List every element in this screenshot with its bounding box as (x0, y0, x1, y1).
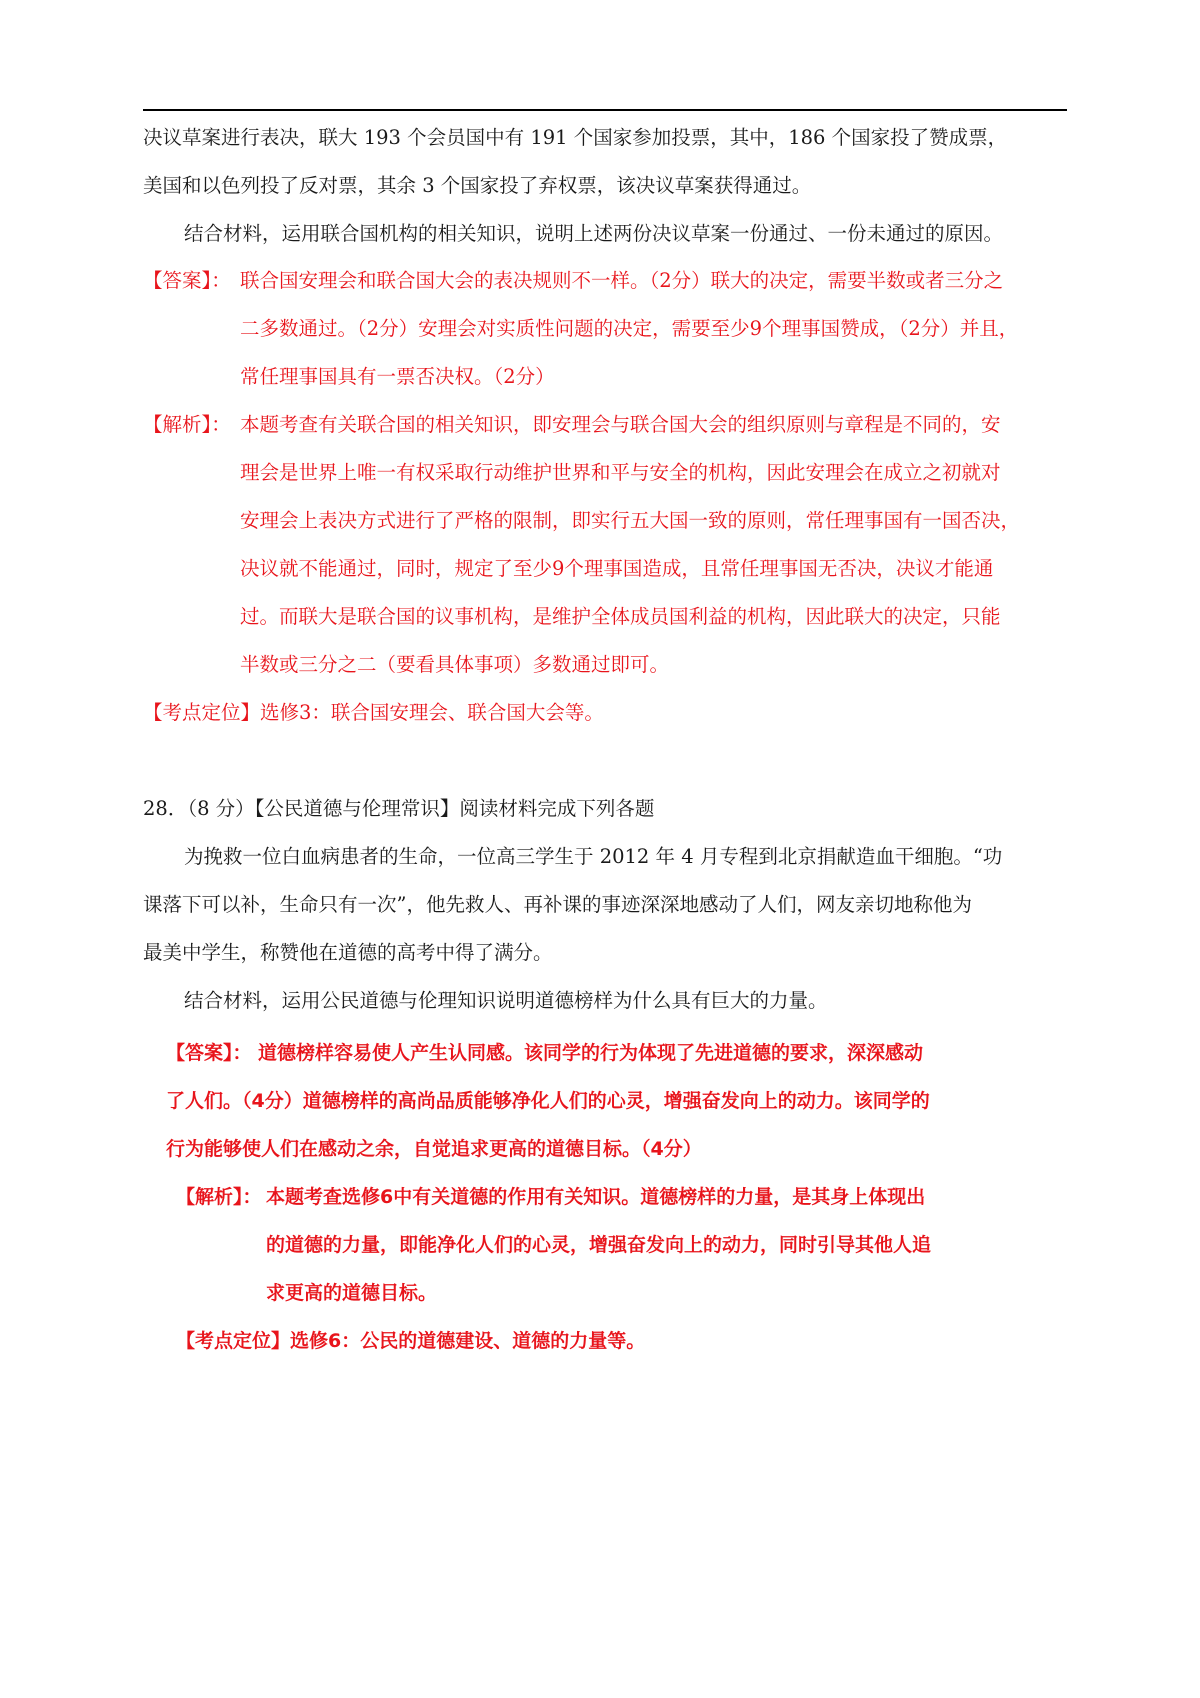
material-line: 为挽救一位白血病患者的生命，一位高三学生于 2012 年 4 月专程到北京捐献造血干细胞。“功 (184, 845, 1003, 868)
kaodian-line: 【考点定位】选修3：联合国安理会、联合国大会等。 (143, 701, 604, 724)
material-line-2: 美国和以色列投了反对票，其余 3 个国家投了弃权票，该决议草案获得通过。 (143, 174, 812, 197)
answer-line: 联合国安理会和联合国大会的表决规则不一样。（2分）联大的决定，需要半数或者三分之 (240, 269, 1004, 292)
answer-label: 【答案】： (166, 1042, 252, 1064)
question-28-heading: 28．（8 分）【公民道德与伦理常识】阅读材料完成下列各题 (143, 797, 655, 820)
analysis-line: 过。而联大是联合国的议事机构，是维护全体成员国利益的机构，因此联大的决定，只能 (240, 605, 1001, 628)
answer-line: 了人们。（4分）道德榜样的高尚品质能够净化人们的心灵，增强奋发向上的动力。该同学的 (166, 1090, 930, 1112)
answer-line: 行为能够使人们在感动之余，自觉追求更高的道德目标。（4分） (166, 1138, 702, 1160)
analysis-line: 理会是世界上唯一有权采取行动维护世界和平与安全的机构，因此安理会在成立之初就对 (240, 461, 1001, 484)
answer-line: 常任理事国具有一票否决权。（2分） (240, 365, 555, 388)
analysis-line: 半数或三分之二（要看具体事项）多数通过即可。 (240, 653, 670, 676)
analysis-label: 【解析】： (176, 1186, 262, 1208)
analysis-line: 求更高的道德目标。 (266, 1282, 438, 1304)
material-line-1: 决议草案进行表决，联大 193 个会员国中有 191 个国家参加投票，其中，186 个国家投了赞成票， (143, 126, 1008, 149)
analysis-line: 安理会上表决方式进行了严格的限制，即实行五大国一致的原则，常任理事国有一国否决， (240, 509, 1021, 532)
analysis-line: 决议就不能通过，同时，规定了至少9个理事国造成，且常任理事国无否决，决议才能通 (240, 557, 994, 580)
kaodian-line: 【考点定位】选修6：公民的道德建设、道德的力量等。 (176, 1330, 646, 1352)
analysis-label: 【解析】： (143, 413, 231, 436)
question-27: 结合材料，运用联合国机构的相关知识，说明上述两份决议草案一份通过、一份未通过的原因。 (184, 222, 1004, 245)
analysis-line: 的道德的力量，即能净化人们的心灵，增强奋发向上的动力，同时引导其他人追 (266, 1234, 932, 1256)
question-28: 结合材料，运用公民道德与伦理知识说明道德榜样为什么具有巨大的力量。 (184, 989, 828, 1012)
answer-label: 【答案】： (143, 269, 231, 292)
answer-line: 二多数通过。（2分）安理会对实质性问题的决定，需要至少9个理事国赞成，（2分）并且， (240, 317, 1019, 340)
material-line: 课落下可以补，生命只有一次”，他先救人、再补课的事迹深深地感动了人们，网友亲切地称他为 (143, 893, 972, 916)
analysis-line: 本题考查有关联合国的相关知识，即安理会与联合国大会的组织原则与章程是不同的，安 (240, 413, 1001, 436)
header-rule (143, 109, 1067, 111)
analysis-line: 本题考查选修6中有关道德的作用有关知识。道德榜样的力量，是其身上体现出 (266, 1186, 926, 1208)
answer-line: 道德榜样容易使人产生认同感。该同学的行为体现了先进道德的要求，深深感动 (258, 1042, 924, 1064)
material-line: 最美中学生，称赞他在道德的高考中得了满分。 (143, 941, 553, 964)
